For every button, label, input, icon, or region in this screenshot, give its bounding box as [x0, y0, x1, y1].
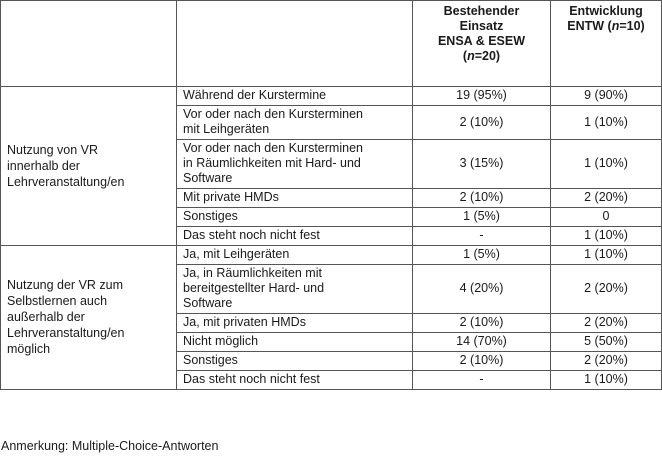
header-count: =20) — [474, 49, 501, 63]
option-cell — [177, 371, 413, 390]
option-line: Software — [183, 296, 233, 310]
option-cell — [177, 352, 413, 371]
value-cell-development: 5 (50%) — [551, 333, 662, 352]
value-cell-existing: 4 (20%) — [413, 265, 551, 314]
option-line: in Räumlichkeiten mit Hard- und — [183, 156, 361, 170]
header-count: =10) — [619, 19, 645, 33]
header-line: Bestehender — [443, 4, 520, 18]
value-cell-development: 1 (10%) — [551, 106, 662, 140]
header-row — [1, 1, 662, 87]
option-line: Vor oder nach den Kursterminen — [183, 107, 363, 121]
group-label — [1, 246, 177, 390]
value-cell-existing: 3 (15%) — [413, 140, 551, 189]
value-cell-existing: 2 (10%) — [413, 189, 551, 208]
footnote: Anmerkung: Multiple-Choice-Antworten — [1, 439, 219, 453]
table-body — [1, 87, 662, 390]
value-cell-development: 2 (20%) — [551, 352, 662, 371]
group-label-line: außerhalb der — [7, 310, 85, 324]
value-cell-existing: 19 (95%) — [413, 87, 551, 106]
option-cell — [177, 208, 413, 227]
value-cell-existing: - — [413, 371, 551, 390]
option-cell — [177, 87, 413, 106]
option-line: Ja, mit privaten HMDs — [183, 315, 306, 329]
table-row — [1, 87, 662, 106]
empty-header-cell — [177, 1, 413, 87]
option-line: Nicht möglich — [183, 334, 259, 348]
value-cell-existing: 2 (10%) — [413, 314, 551, 333]
header-line: Einsatz — [459, 19, 504, 33]
value-cell-development: 1 (10%) — [551, 246, 662, 265]
value-cell-development: 1 (10%) — [551, 227, 662, 246]
group-label-line: Nutzung von VR — [7, 142, 99, 157]
value-cell-existing: 1 (5%) — [413, 246, 551, 265]
value-cell-existing: 14 (70%) — [413, 333, 551, 352]
group-label-line: möglich — [7, 342, 51, 356]
header-line: Entwicklung — [569, 4, 643, 18]
group-label-line: innerhalb der — [7, 158, 80, 173]
value-cell-existing: 2 (10%) — [413, 106, 551, 140]
option-line: Ja, in Räumlichkeiten mit — [183, 266, 322, 280]
option-cell — [177, 140, 413, 189]
option-cell — [177, 227, 413, 246]
value-cell-development: 0 — [551, 208, 662, 227]
option-cell — [177, 189, 413, 208]
group-label-line: Lehrveranstaltung/en — [7, 174, 125, 189]
group-label-line: Lehrveranstaltung/en — [7, 326, 125, 340]
header-line: ENSA & ESEW — [437, 34, 526, 48]
value-cell-development: 2 (20%) — [551, 189, 662, 208]
group-label — [1, 87, 177, 246]
option-line: Software — [183, 171, 233, 185]
option-cell — [177, 246, 413, 265]
option-cell — [177, 265, 413, 314]
option-line: Das steht noch nicht fest — [183, 372, 320, 386]
value-cell-existing: 2 (10%) — [413, 352, 551, 371]
group-label-line: Nutzung der VR zum — [7, 278, 124, 292]
value-cell-existing: - — [413, 227, 551, 246]
option-line: Mit private HMDs — [183, 190, 279, 204]
value-cell-development: 2 (20%) — [551, 265, 662, 314]
option-line: Sonstiges — [183, 353, 238, 367]
value-cell-development: 1 (10%) — [551, 140, 662, 189]
header-paren: ( — [462, 49, 468, 63]
option-line: Das steht noch nicht fest — [183, 228, 320, 242]
option-cell — [177, 333, 413, 352]
empty-header-cell — [1, 1, 177, 87]
group-label-line: Selbstlernen auch — [7, 294, 108, 308]
value-cell-development: 2 (20%) — [551, 314, 662, 333]
value-cell-development: 1 (10%) — [551, 371, 662, 390]
header-line: ENTW ( — [567, 19, 612, 33]
value-cell-existing: 1 (5%) — [413, 208, 551, 227]
header-n: n — [467, 49, 475, 63]
option-line: Während der Kurstermine — [183, 88, 327, 102]
option-line: Vor oder nach den Kursterminen — [183, 141, 363, 155]
table-row — [1, 246, 662, 265]
option-cell — [177, 314, 413, 333]
option-line: mit Leihgeräten — [183, 122, 270, 136]
column-header-existing — [413, 1, 551, 87]
value-cell-development: 9 (90%) — [551, 87, 662, 106]
header-n: n — [611, 19, 620, 33]
option-cell — [177, 106, 413, 140]
column-header-development — [551, 1, 662, 87]
option-line: Ja, mit Leihgeräten — [183, 247, 290, 261]
option-line: bereitgestellter Hard- und — [183, 281, 325, 295]
option-line: Sonstiges — [183, 209, 238, 223]
